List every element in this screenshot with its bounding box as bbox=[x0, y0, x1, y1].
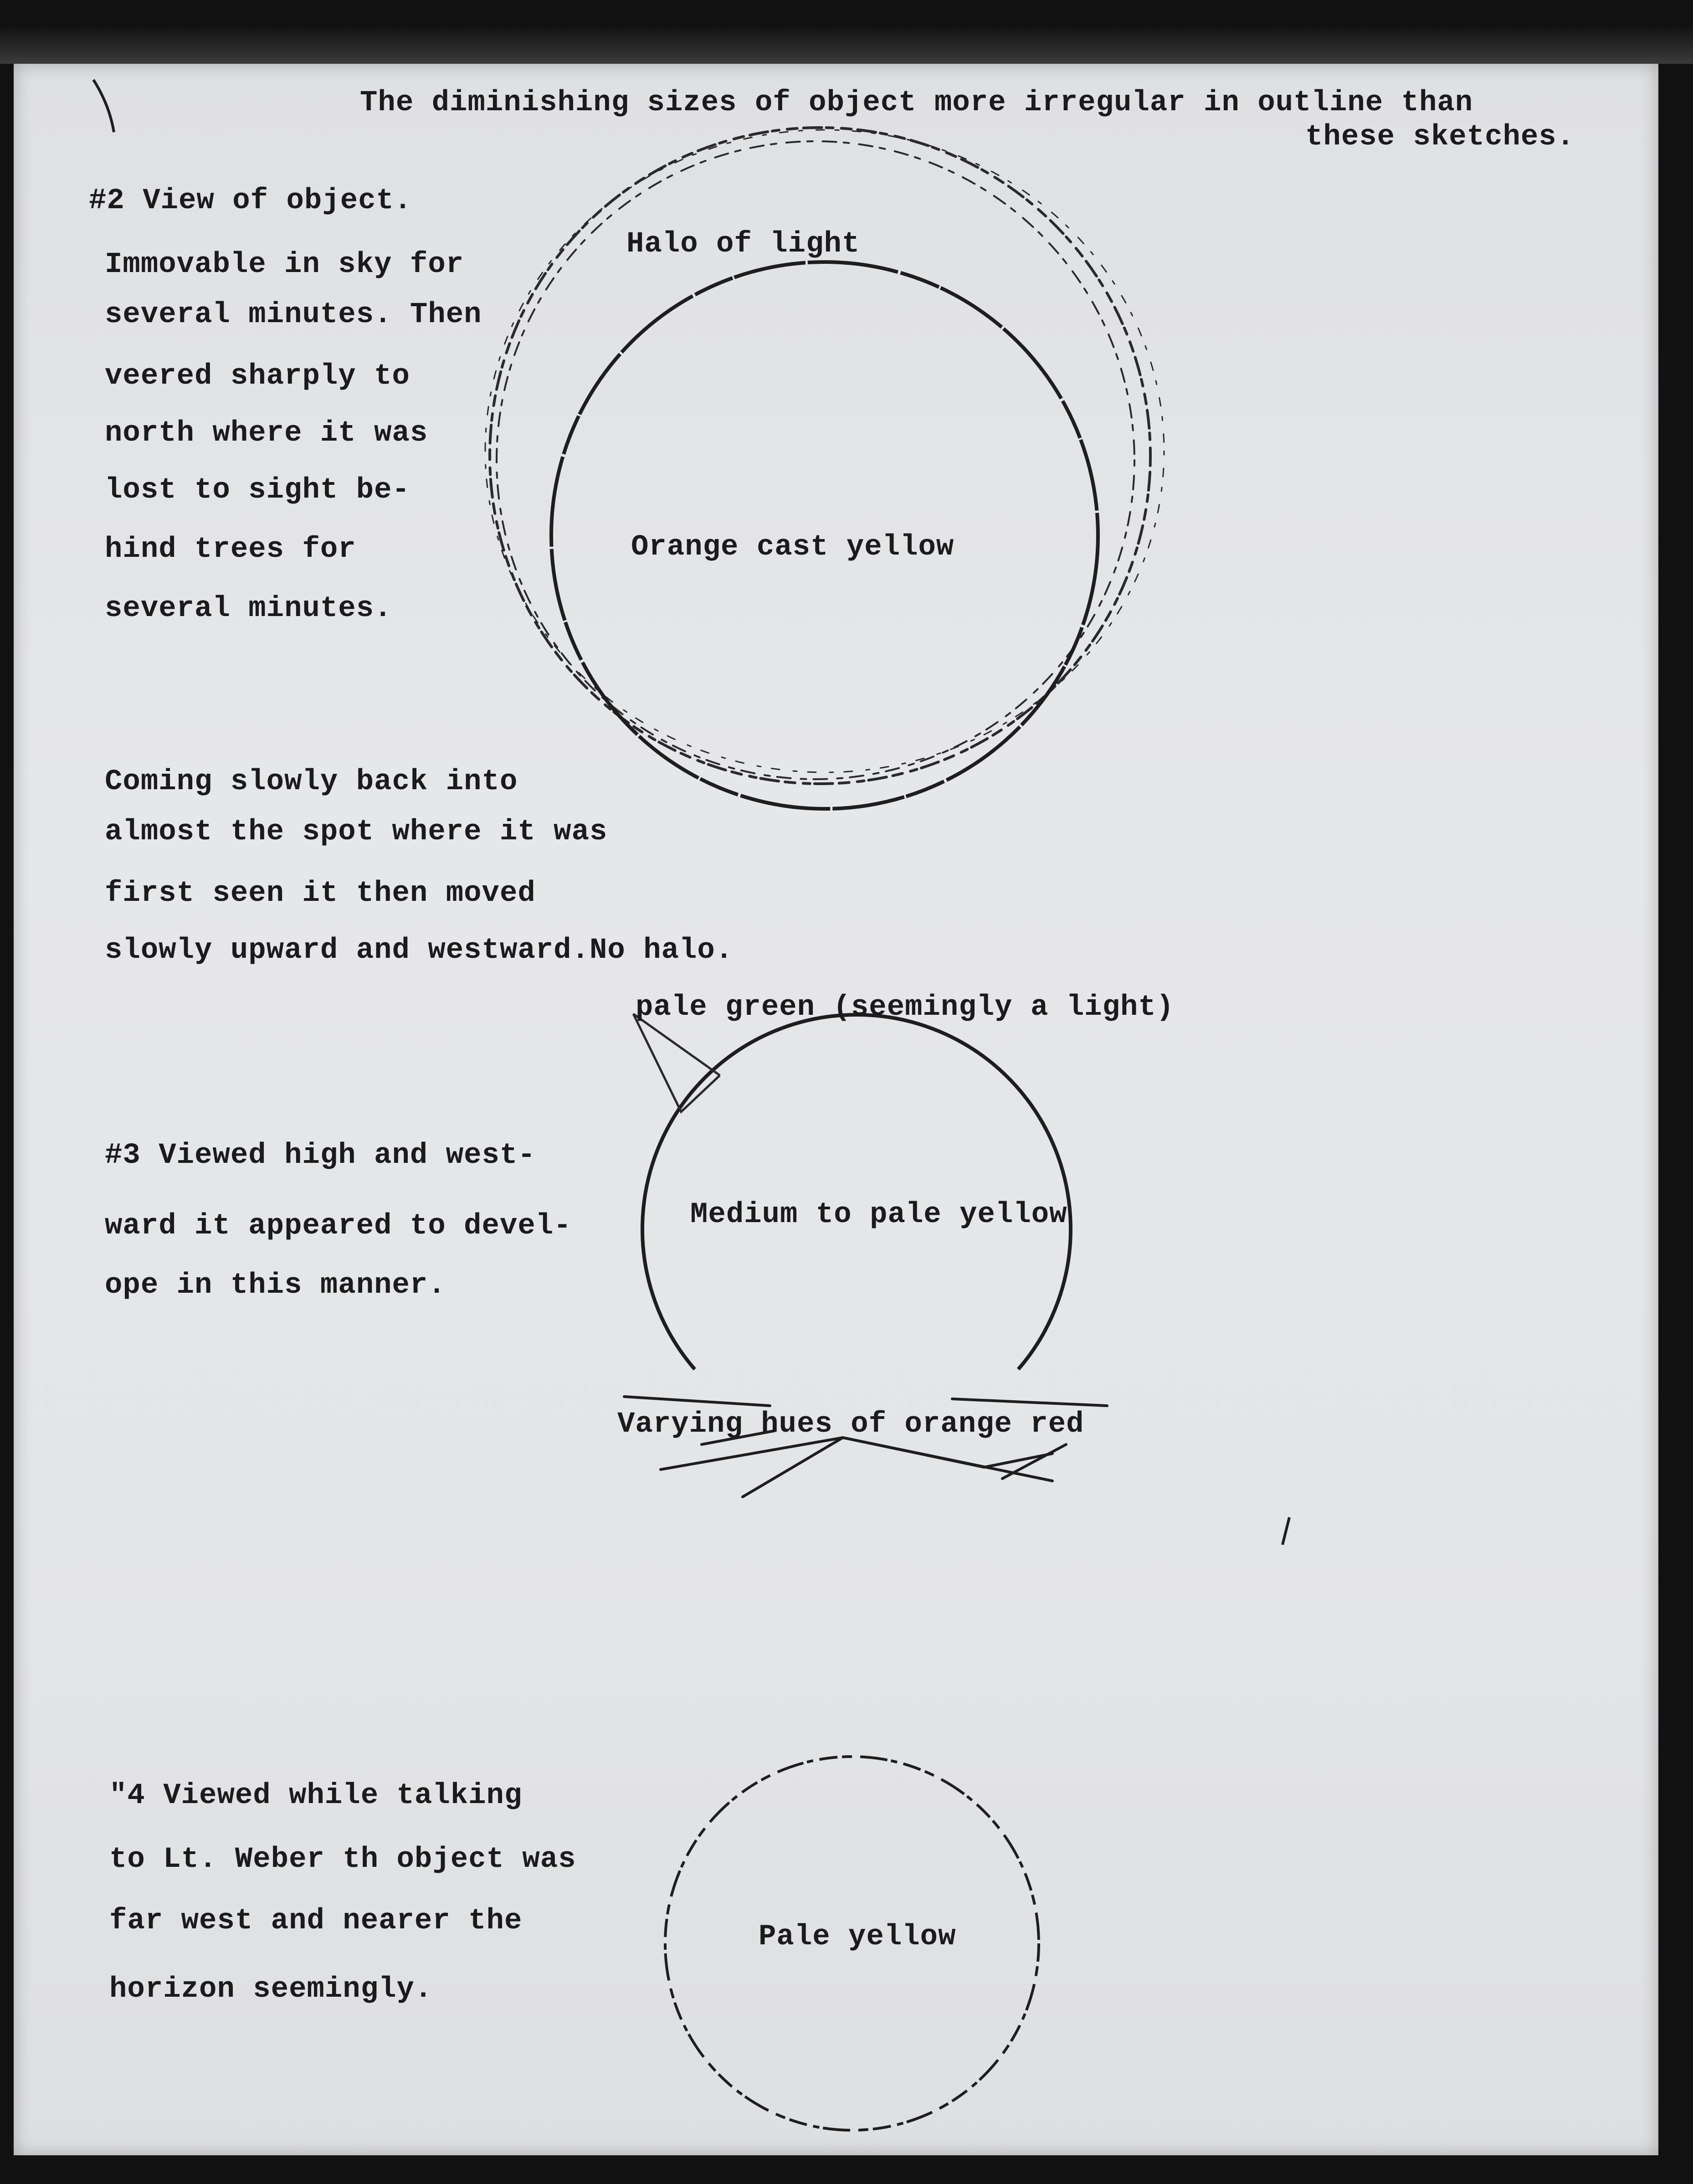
section-2-line: north where it was bbox=[105, 417, 428, 450]
transition-line: first seen it then moved bbox=[105, 877, 536, 910]
object-circle-3 bbox=[642, 1015, 1071, 1369]
section-4-line: "4 Viewed while talking bbox=[109, 1779, 523, 1812]
section-2-line: several minutes. Then bbox=[105, 298, 482, 331]
pale-yellow-label: Pale yellow bbox=[759, 1921, 956, 1953]
transition-line: slowly upward and westward.No halo. bbox=[105, 934, 734, 967]
halo-outer-ring-3 bbox=[485, 130, 1164, 772]
medium-pale-yellow-label: Medium to pale yellow bbox=[690, 1198, 1067, 1231]
header-line-2: these sketches. bbox=[1305, 121, 1575, 154]
header-line-1: The diminishing sizes of object more irregular in outline than bbox=[360, 87, 1473, 119]
transition-line: almost the spot where it was bbox=[105, 816, 608, 848]
halo-sketch bbox=[485, 128, 1164, 784]
pale-green-pointers bbox=[633, 1014, 720, 1112]
section-3-line: #3 Viewed high and west- bbox=[105, 1139, 536, 1172]
pale-green-label: pale green (seemingly a light) bbox=[636, 991, 1175, 1024]
halo-label: Halo of light bbox=[626, 228, 860, 261]
section-2-line: veered sharply to bbox=[105, 360, 410, 393]
section-2-heading: #2 View of object. bbox=[89, 185, 412, 217]
section-3-line: ope in this manner. bbox=[105, 1269, 446, 1302]
orange-red-label: Varying hues of orange red bbox=[617, 1408, 1084, 1441]
section-4-line: horizon seemingly. bbox=[109, 1973, 433, 2006]
section-2-line: Immovable in sky for bbox=[105, 248, 464, 281]
section-2-line: lost to sight be- bbox=[105, 474, 410, 507]
section-4-line: to Lt. Weber th object was bbox=[109, 1843, 576, 1876]
orange-cast-yellow-label: Orange cast yellow bbox=[631, 531, 954, 564]
section-2-line: hind trees for bbox=[105, 533, 356, 566]
section-2-line: several minutes. bbox=[105, 592, 392, 625]
section-4-line: far west and nearer the bbox=[109, 1905, 523, 1937]
section-3-line: ward it appeared to devel- bbox=[105, 1210, 572, 1243]
transition-line: Coming slowly back into bbox=[105, 766, 518, 798]
